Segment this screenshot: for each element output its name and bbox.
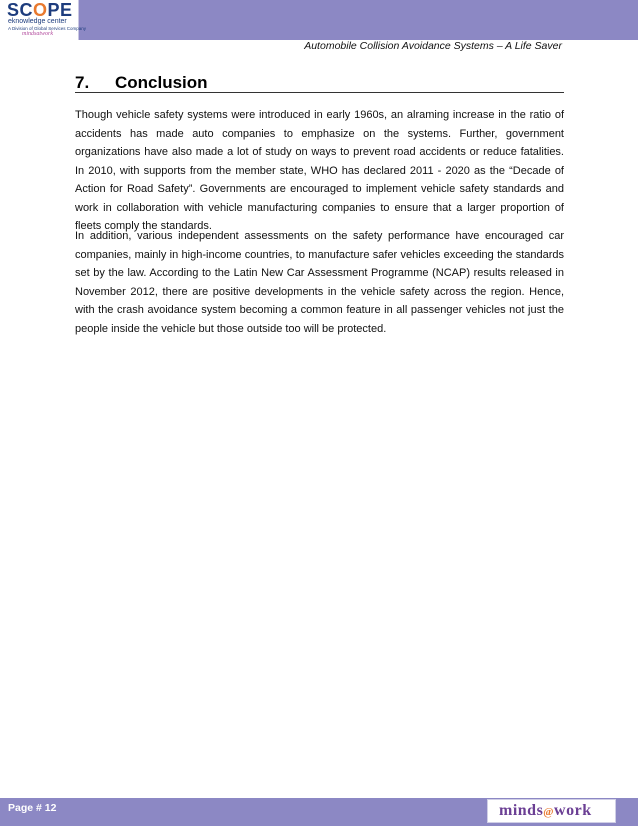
- footer-logo-work: work: [554, 802, 592, 819]
- running-header-title: Automobile Collision Avoidance Systems – A Life Saver: [304, 40, 562, 52]
- logo-tagline: eknowledge center: [8, 18, 67, 25]
- footer-logo-minds: minds: [499, 802, 544, 819]
- logo-subline: A Division of Global Services Company: [8, 26, 87, 31]
- paragraph-1: Though vehicle safety systems were introduced in early 1960s, an alraming increase in the ratio of accidents has made auto companies to emphasize on the systems. Further, government organizations have also made a lot of study on ways to prevent road accidents or reduce fatalities. In 2010, with supports from the member state, WHO has declared 2011 - 2020 as the “Decade of Action for Road Safety”. Governments are encouraged to implement vehicle safety standards and work in collaboration with vehicle manufacturing companies to ensure that a larger proportion of fleets comply the standards.: [75, 109, 564, 232]
- scope-logo-wordmark: [7, 1, 73, 19]
- section-heading: [75, 73, 564, 93]
- footer-logo-at: @: [543, 806, 555, 818]
- section-title: Conclusion: [115, 73, 208, 92]
- logo-parent: mindsatwork: [22, 31, 54, 37]
- section-number: 7.: [75, 73, 90, 92]
- paragraph-2: In addition, various independent assessments on the safety performance have encouraged car companies, mainly in high-income countries, to manufacture safer vehicles exceeding the standards set by the law. According to the Latin New Car Assessment Programme (NCAP) results released in November 2012, there are positive developments in the vehicle safety across the region. Hence, with the crash avoidance system becoming a common feature in all passenger vehicles not just the people inside the vehicle but those outside too will be protected.: [75, 230, 564, 335]
- page-number: Page # 12: [8, 802, 57, 814]
- logo-text-pe: PE: [47, 0, 73, 20]
- logo-text-sc: SC: [7, 0, 34, 20]
- scope-logo: [0, 0, 87, 40]
- logo-text-o: O: [33, 0, 48, 20]
- mindsatwork-logo: [499, 801, 592, 822]
- header-band: [0, 0, 638, 40]
